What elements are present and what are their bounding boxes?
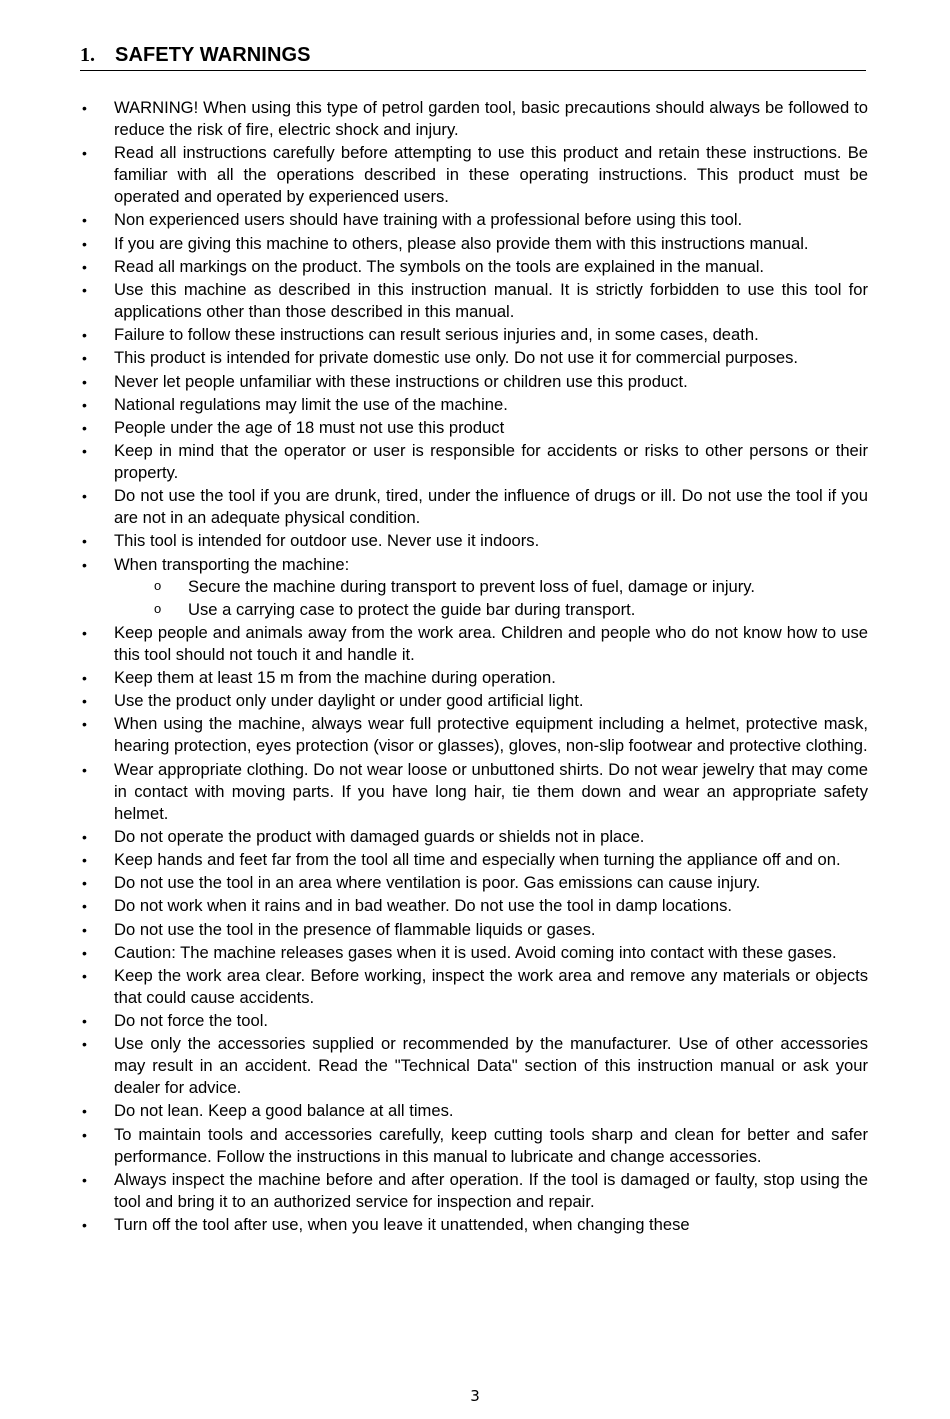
list-item bbox=[80, 849, 868, 871]
list-item-text: Never let people unfamiliar with these instructions or children use this product. bbox=[114, 371, 688, 391]
list-item bbox=[80, 667, 868, 689]
list-item bbox=[80, 530, 868, 552]
sub-list-item bbox=[114, 576, 868, 598]
bullet-icon: • bbox=[82, 921, 87, 938]
list-item bbox=[80, 279, 868, 323]
sub-list-item-text: Secure the machine during transport to prevent loss of fuel, damage or injury. bbox=[188, 576, 755, 596]
list-item-text: Do not use the tool in the presence of flammable liquids or gases. bbox=[114, 919, 596, 939]
bullet-icon: • bbox=[82, 1171, 87, 1188]
list-item bbox=[80, 256, 868, 278]
list-item-text: Keep people and animals away from the work area. Children and people who do not know how to use this tool should not touch it and handle it. bbox=[114, 622, 868, 664]
list-item-text: Keep the work area clear. Before working, inspect the work area and remove any materials or objects that could cause accidents. bbox=[114, 965, 868, 1007]
bullet-icon: • bbox=[82, 875, 87, 892]
warnings-list-container bbox=[80, 97, 868, 1237]
bullet-icon: • bbox=[82, 1013, 87, 1030]
section-title: SAFETY WARNINGS bbox=[115, 44, 311, 66]
list-item-text: Do not use the tool in an area where ventilation is poor. Gas emissions can cause injury. bbox=[114, 873, 761, 893]
bullet-icon: • bbox=[82, 851, 87, 868]
list-item bbox=[80, 417, 868, 439]
page-number: 3 bbox=[470, 1387, 480, 1405]
list-item-text: Do not lean. Keep a good balance at all times. bbox=[114, 1101, 454, 1121]
bullet-icon: • bbox=[82, 670, 87, 686]
list-item bbox=[80, 1214, 868, 1236]
bullet-icon: • bbox=[82, 761, 87, 778]
section-number: 1. bbox=[80, 44, 95, 66]
list-item-text: Failure to follow these instructions can result serious injuries and, in some cases, death. bbox=[114, 325, 759, 345]
list-item-text: Keep in mind that the operator or user is responsible for accidents or risks to other persons or their property. bbox=[114, 441, 868, 483]
list-item bbox=[80, 1124, 868, 1168]
list-item-text: Do not work when it rains and in bad weather. Do not use the tool in damp locations. bbox=[114, 896, 733, 916]
list-item-text: Read all instructions carefully before attempting to use this product and retain these instructions. Be familiar with all the operations described in these operating instructions. This product must be operated and operated by experienced users. bbox=[114, 143, 868, 207]
bullet-icon: • bbox=[82, 235, 87, 252]
sub-list-item-text: Use a carrying case to protect the guide bar during transport. bbox=[188, 599, 636, 619]
list-item bbox=[80, 485, 868, 529]
bullet-icon: • bbox=[82, 1036, 87, 1053]
bullet-icon: • bbox=[82, 258, 87, 275]
list-item-text: If you are giving this machine to others, please also provide them with this instructions manual. bbox=[114, 233, 809, 253]
list-item-text: National regulations may limit the use of the machine. bbox=[114, 394, 508, 414]
list-item bbox=[80, 209, 868, 231]
list-item-text: Always inspect the machine before and after operation. If the tool is damaged or faulty, stop using the tool and bring it to an authorized service for inspection and repair. bbox=[114, 1169, 868, 1211]
list-item bbox=[80, 347, 868, 369]
list-item-text: Use only the accessories supplied or recommended by the manufacturer. Use of other accessories may result in an accident. Read the "Technical Data" section of this instruction manual or ask your dealer for advice. bbox=[114, 1034, 868, 1098]
list-item bbox=[80, 142, 868, 208]
list-item-transport bbox=[80, 554, 868, 621]
list-item bbox=[80, 919, 868, 941]
bullet-icon: • bbox=[82, 967, 87, 984]
list-item-text: Keep them at least 15 m from the machine during operation. bbox=[114, 668, 556, 687]
list-item-text: Do not operate the product with damaged guards or shields not in place. bbox=[114, 826, 645, 846]
sub-bullet-icon: o bbox=[154, 577, 162, 593]
list-item-text: Turn off the tool after use, when you leave it unattended, when changing these bbox=[114, 1215, 690, 1234]
list-item-text: Non experienced users should have training with a professional before using this tool. bbox=[114, 210, 743, 230]
bullet-icon: • bbox=[82, 443, 87, 460]
bullet-icon: • bbox=[82, 828, 87, 845]
list-item bbox=[80, 233, 868, 255]
bullet-icon: • bbox=[82, 716, 87, 733]
list-item bbox=[80, 895, 868, 917]
section-heading bbox=[80, 44, 866, 71]
list-item bbox=[80, 1169, 868, 1213]
sub-list-item bbox=[114, 599, 868, 621]
bullet-icon: • bbox=[82, 1103, 87, 1120]
list-item bbox=[80, 440, 868, 484]
list-item bbox=[80, 1033, 868, 1099]
list-item-text: People under the age of 18 must not use this product bbox=[114, 417, 505, 437]
list-item-text: Caution: The machine releases gases when it is used. Avoid coming into contact with these gases. bbox=[114, 942, 837, 962]
list-item-text: This tool is intended for outdoor use. Never use it indoors. bbox=[114, 531, 540, 551]
bullet-icon: • bbox=[82, 212, 87, 229]
bullet-icon: • bbox=[82, 327, 87, 344]
bullet-icon: • bbox=[82, 1126, 87, 1143]
list-item-text: Use the product only under daylight or under good artificial light. bbox=[114, 691, 584, 711]
bullet-icon: • bbox=[82, 556, 87, 573]
list-item-text: Use this machine as described in this instruction manual. It is strictly forbidden to use this tool for applications other than those described in this manual. bbox=[114, 279, 868, 321]
list-item-text: Read all markings on the product. The symbols on the tools are explained in the manual. bbox=[114, 256, 764, 276]
bullet-icon: • bbox=[82, 373, 87, 390]
list-item-text: This product is intended for private domestic use only. Do not use it for commercial purposes. bbox=[114, 348, 799, 368]
bullet-icon: • bbox=[82, 624, 87, 641]
list-item bbox=[80, 97, 868, 141]
list-item-text: Do not use the tool if you are drunk, tired, under the influence of drugs or ill. Do not use the tool if you are not in an adequate physical condition. bbox=[114, 486, 868, 528]
list-item bbox=[80, 690, 868, 712]
list-item bbox=[80, 713, 868, 757]
bullet-icon: • bbox=[82, 1217, 87, 1233]
bullet-icon: • bbox=[82, 100, 87, 116]
bullet-icon: • bbox=[82, 350, 87, 367]
bullet-icon: • bbox=[82, 396, 87, 413]
sub-bullet-icon: o bbox=[154, 600, 162, 616]
bullet-icon: • bbox=[82, 419, 87, 436]
bullet-icon: • bbox=[82, 488, 87, 505]
bullet-icon: • bbox=[82, 533, 87, 550]
list-item bbox=[80, 759, 868, 825]
bullet-icon: • bbox=[82, 693, 87, 710]
warnings-list bbox=[80, 97, 868, 1236]
bullet-icon: • bbox=[82, 281, 87, 298]
transport-sublist bbox=[114, 576, 868, 621]
bullet-icon: • bbox=[82, 944, 87, 961]
list-item-text: When transporting the machine: bbox=[114, 554, 350, 574]
list-item-text: Do not force the tool. bbox=[114, 1011, 269, 1031]
list-item-text: Keep hands and feet far from the tool all time and especially when turning the appliance off and on. bbox=[114, 849, 841, 869]
list-item bbox=[80, 965, 868, 1009]
bullet-icon: • bbox=[82, 898, 87, 915]
list-item bbox=[80, 942, 868, 964]
list-item bbox=[80, 872, 868, 894]
list-item bbox=[80, 324, 868, 346]
list-item-text: Wear appropriate clothing. Do not wear loose or unbuttoned shirts. Do not wear jewelry that may come in contact with moving parts. If you have long hair, tie them down and wear an appropriate safety helmet. bbox=[114, 759, 868, 823]
list-item-text: To maintain tools and accessories carefully, keep cutting tools sharp and clean for better and safer performance. Follow the instructions in this manual to lubricate and change accessories. bbox=[114, 1124, 868, 1166]
list-item-text: When using the machine, always wear full protective equipment including a helmet, protective mask, hearing protection, eyes protection (visor or glasses), gloves, non-slip footwear and protective clothing. bbox=[114, 714, 868, 756]
list-item bbox=[80, 826, 868, 848]
list-item bbox=[80, 1100, 868, 1122]
bullet-icon: • bbox=[82, 145, 87, 162]
list-item bbox=[80, 1010, 868, 1032]
list-item bbox=[80, 394, 868, 416]
list-item-text: WARNING! When using this type of petrol garden tool, basic precautions should always be followed to reduce the risk of fire, electric shock and injury. bbox=[114, 98, 868, 139]
list-item bbox=[80, 371, 868, 393]
list-item bbox=[80, 622, 868, 666]
